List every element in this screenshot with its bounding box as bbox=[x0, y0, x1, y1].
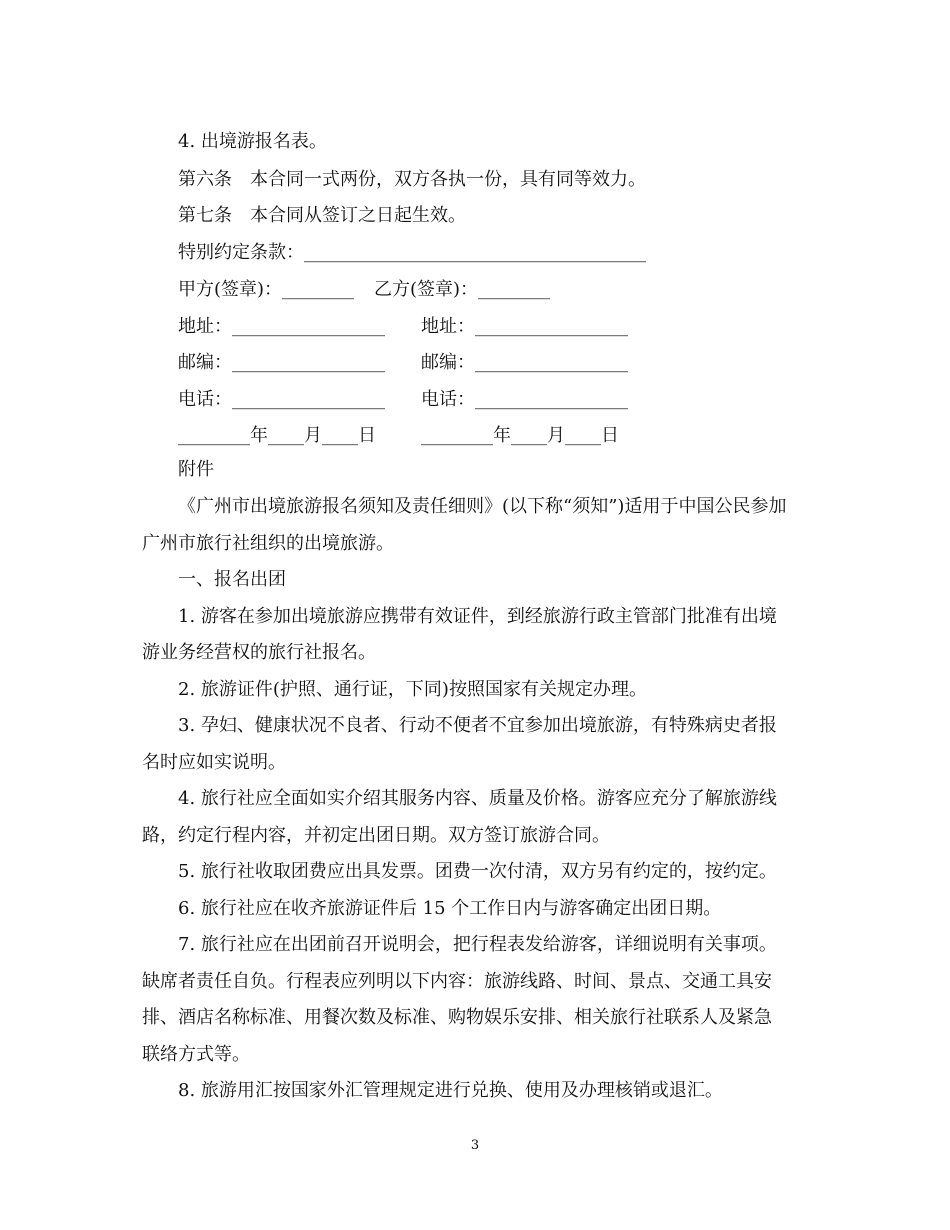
article-7-line: 第七条 本合同从签订之日起生效。 bbox=[178, 205, 466, 226]
party-a-phone-line: 电话：_________________ bbox=[178, 389, 385, 410]
article-6-line: 第六条 本合同一式两份，双方各执一份，具有同等效力。 bbox=[178, 169, 646, 190]
intro-line-1: 《广州市出境旅游报名须知及责任细则》(以下称“须知”)适用于中国公民参加 bbox=[178, 496, 787, 517]
party-a-postcode-line: 邮编：_________________ bbox=[178, 352, 385, 373]
party-b-date-line: ________年____月____日 bbox=[421, 425, 619, 446]
clause-7-line-2: 缺席者责任自负。行程表应列明以下内容：旅游线路、时间、景点、交通工具安 bbox=[142, 971, 772, 992]
page-number: 3 bbox=[470, 1138, 480, 1153]
clause-3-line-1: 3. 孕妇、健康状况不良者、行动不便者不宜参加出境旅游，有特殊病史者报 bbox=[178, 715, 777, 736]
clause-4-line-1: 4. 旅行社应全面如实介绍其服务内容、质量及价格。游客应充分了解旅游线 bbox=[178, 788, 777, 809]
clause-7-line-4: 联络方式等。 bbox=[142, 1044, 250, 1065]
clause-1-line-2: 游业务经营权的旅行社报名。 bbox=[142, 642, 376, 663]
party-a-address-line: 地址：_________________ bbox=[178, 316, 385, 337]
party-b-phone-line: 电话：_________________ bbox=[421, 389, 628, 410]
party-b-signature-line: 乙方(签章)：________ bbox=[374, 279, 551, 300]
party-a-date-line: ________年____月____日 bbox=[178, 425, 376, 446]
special-terms-line: 特别约定条款：______________________________________ bbox=[178, 242, 646, 263]
intro-line-2: 广州市旅行社组织的出境旅游。 bbox=[142, 533, 394, 554]
clause-2-line: 2. 旅游证件(护照、通行证，下同)按照国家有关规定办理。 bbox=[178, 679, 647, 700]
clause-7-line-1: 7. 旅行社应在出团前召开说明会，把行程表发给游客，详细说明有关事项。 bbox=[178, 934, 777, 955]
clause-3-line-2: 名时应如实说明。 bbox=[142, 752, 286, 773]
section-1-heading: 一、报名出团 bbox=[178, 569, 286, 590]
clause-1-line-1: 1. 游客在参加出境旅游应携带有效证件，到经旅游行政主管部门批准有出境 bbox=[178, 606, 777, 627]
clause-5-line: 5. 旅行社收取团费应出具发票。团费一次付清，双方另有约定的，按约定。 bbox=[178, 861, 777, 882]
party-a-signature-line: 甲方(签章)：________ bbox=[178, 279, 355, 300]
clause-6-line: 6. 旅行社应在收齐旅游证件后 15 个工作日内与游客确定出团日期。 bbox=[178, 898, 722, 919]
clause-4-line-2: 路，约定行程内容，并初定出团日期。双方签订旅游合同。 bbox=[142, 825, 610, 846]
party-b-address-line: 地址：_________________ bbox=[421, 316, 628, 337]
clause-8-line: 8. 旅游用汇按国家外汇管理规定进行兑换、使用及办理核销或退汇。 bbox=[178, 1080, 723, 1101]
attachment-heading: 附件 bbox=[178, 459, 214, 480]
item-4-line: 4. 出境游报名表。 bbox=[178, 131, 327, 152]
clause-7-line-3: 排、酒店名称标准、用餐次数及标准、购物娱乐安排、相关旅行社联系人及紧急 bbox=[142, 1007, 772, 1028]
party-b-postcode-line: 邮编：_________________ bbox=[421, 352, 628, 373]
